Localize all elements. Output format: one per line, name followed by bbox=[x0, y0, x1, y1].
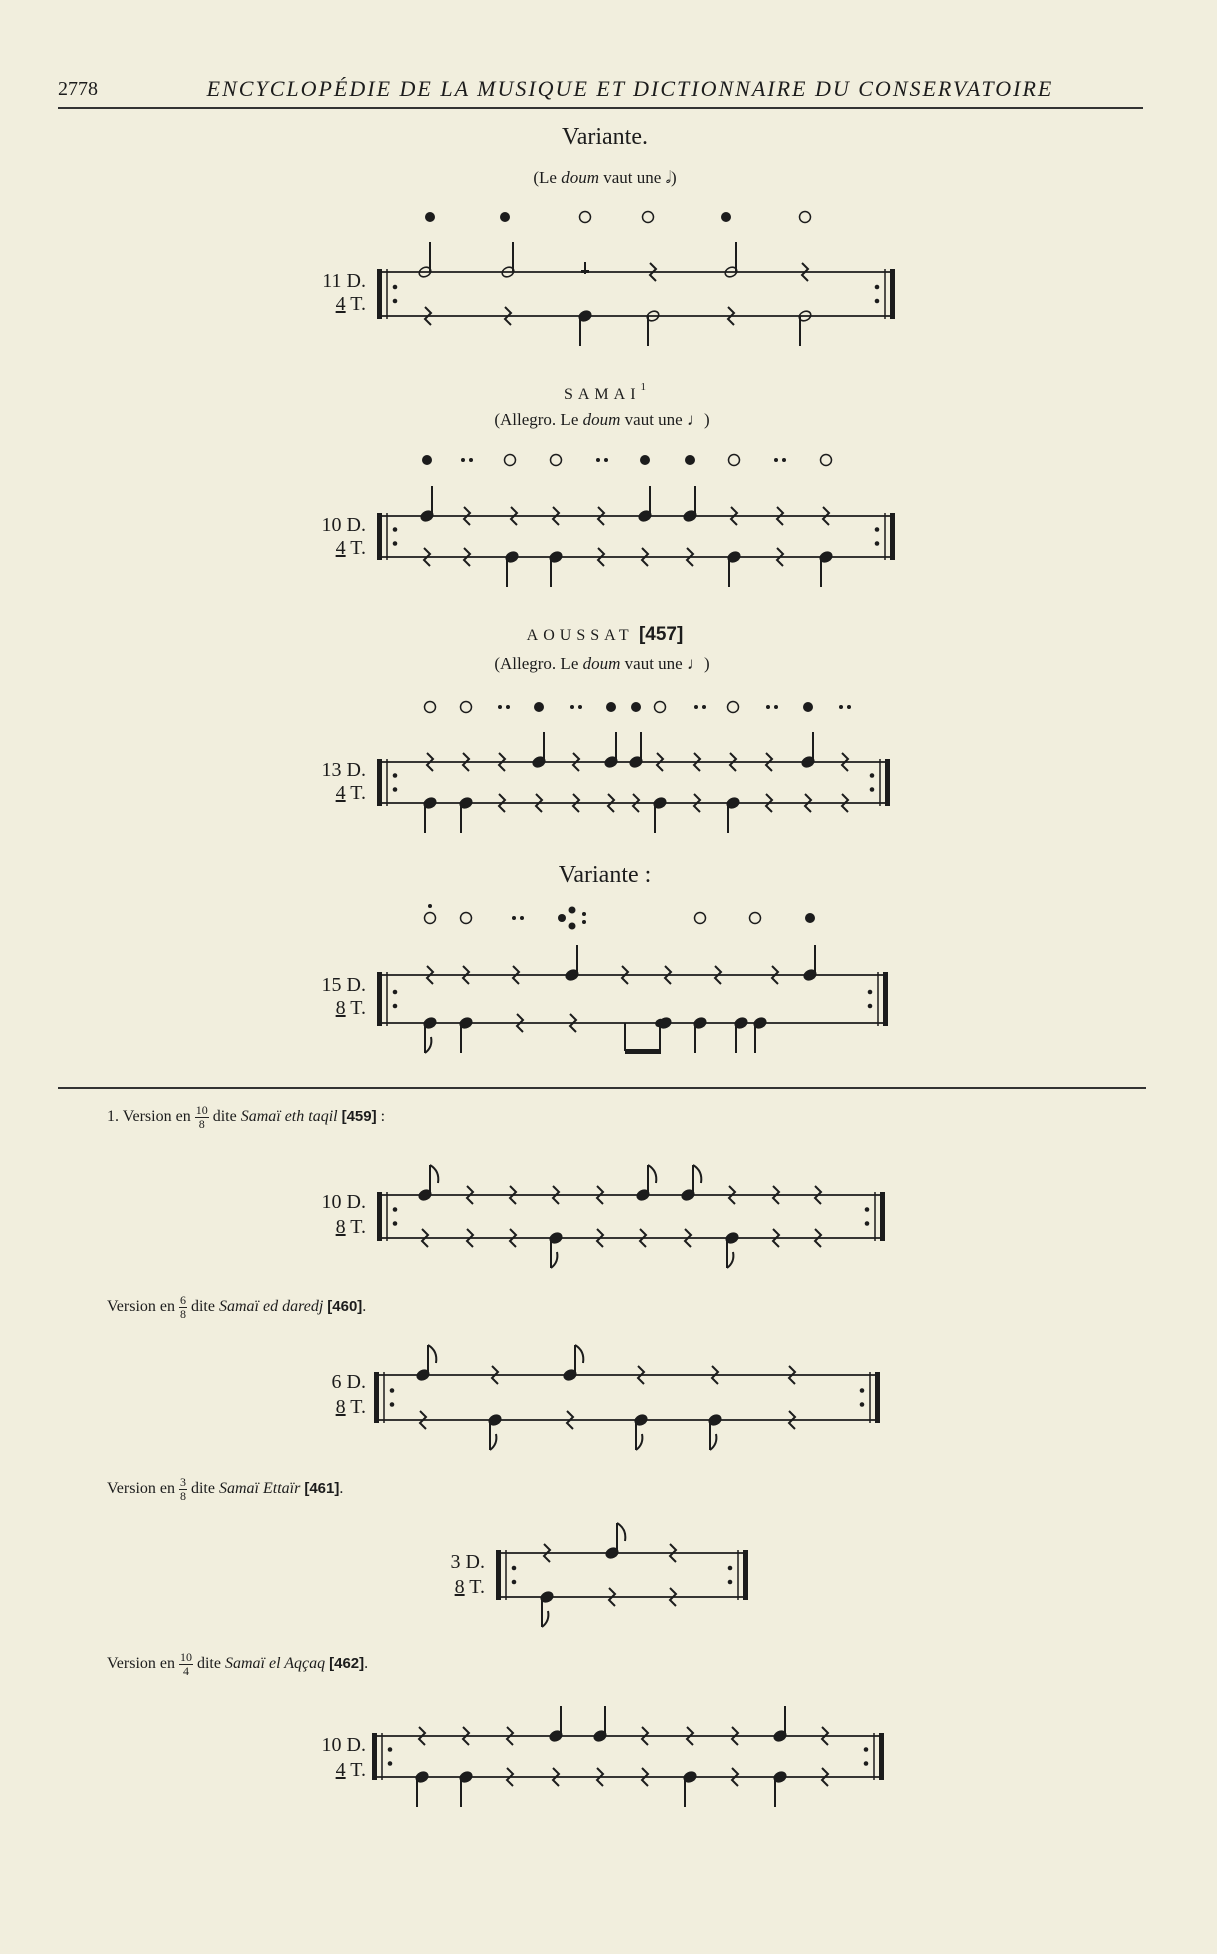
footnote-4-text bbox=[107, 1651, 368, 1678]
rhythm-2-stroke-symbols bbox=[0, 450, 1217, 470]
doum-stroke-icon bbox=[803, 702, 813, 712]
pair-dot-icon bbox=[604, 458, 608, 462]
meter-beat: 4 bbox=[335, 293, 346, 315]
meter-tek-label: T. bbox=[350, 1216, 366, 1238]
rhythm-1-meter bbox=[316, 270, 366, 316]
note-doum-word: doum bbox=[582, 654, 621, 673]
samai-heading: SAMAI bbox=[563, 386, 641, 403]
rhythm-4-stroke-symbols bbox=[0, 904, 1217, 944]
tek-stroke-icon bbox=[695, 913, 706, 924]
rhythm-2-tempo-note bbox=[352, 410, 852, 430]
repeat-end-bar bbox=[890, 513, 895, 560]
repeat-dot-icon bbox=[875, 541, 880, 546]
punct: : bbox=[376, 1108, 386, 1126]
meter-doum-label: 3 D. bbox=[450, 1551, 485, 1573]
frac-den: 8 bbox=[179, 1307, 186, 1321]
tek-stroke-icon bbox=[643, 212, 654, 223]
tek-stroke-icon bbox=[750, 913, 761, 924]
repeat-dot-icon bbox=[728, 1580, 733, 1585]
pair-dot-icon bbox=[766, 705, 770, 709]
meter-beat: 4 bbox=[335, 1759, 346, 1781]
repeat-dot-icon bbox=[875, 527, 880, 532]
meter-tek-label: T. bbox=[350, 782, 366, 804]
repeat-dot-icon bbox=[393, 285, 398, 290]
repeat-dot-icon bbox=[393, 541, 398, 546]
tek-stroke-icon bbox=[551, 455, 562, 466]
page-number: 2778 bbox=[58, 78, 98, 100]
repeat-start-bar bbox=[377, 513, 382, 560]
punct: . bbox=[339, 1480, 344, 1498]
footnote-4-meter bbox=[316, 1733, 366, 1783]
meter-doum-label: 10 D. bbox=[321, 514, 366, 536]
note-doum-word: doum bbox=[561, 168, 599, 187]
note-suffix: vaut une bbox=[620, 654, 687, 673]
note-close: ) bbox=[703, 410, 710, 429]
footnote-2-text bbox=[107, 1294, 366, 1321]
repeat-start-bar bbox=[372, 1733, 377, 1780]
footnote-3-text bbox=[107, 1476, 343, 1503]
doum-stroke-icon bbox=[500, 212, 510, 222]
footnote-3-meter bbox=[435, 1550, 485, 1600]
doum-stroke-icon bbox=[534, 702, 544, 712]
eighth-flag-icon bbox=[693, 1165, 701, 1183]
pair-dot-icon bbox=[582, 920, 586, 924]
pair-dot-icon bbox=[839, 705, 843, 709]
time-fraction bbox=[195, 1104, 209, 1131]
repeat-end-bar bbox=[880, 1192, 885, 1241]
rhythm-ref: [461] bbox=[304, 1480, 340, 1498]
pair-dot-icon bbox=[506, 705, 510, 709]
pair-dot-icon bbox=[512, 916, 516, 920]
meter-doum-label: 6 D. bbox=[331, 1371, 366, 1393]
rhythm-ref: [460] bbox=[327, 1298, 363, 1316]
rhythm-2-meter bbox=[316, 514, 366, 560]
repeat-start-bar bbox=[496, 1550, 501, 1600]
tek-stroke-icon bbox=[461, 913, 472, 924]
repeat-dot-icon bbox=[393, 1207, 398, 1212]
pair-dot-icon bbox=[782, 458, 786, 462]
repeat-dot-icon bbox=[512, 1580, 517, 1585]
footnote-1-text bbox=[107, 1104, 385, 1131]
doum-stroke-icon bbox=[569, 923, 576, 930]
rhythm-ref: [459] bbox=[341, 1108, 377, 1126]
footnote-1-meter bbox=[316, 1190, 366, 1240]
note-close: ) bbox=[703, 654, 710, 673]
meter-tek-label: T. bbox=[350, 1396, 366, 1418]
rhythm-1-title: Variante. bbox=[562, 124, 648, 150]
repeat-dot-icon bbox=[875, 299, 880, 304]
repeat-dot-icon bbox=[864, 1747, 869, 1752]
rhythm-3-meter bbox=[316, 759, 366, 805]
repeat-start-bar bbox=[377, 269, 382, 319]
doum-stroke-icon bbox=[558, 914, 566, 922]
meter-doum-label: 13 D. bbox=[321, 759, 366, 781]
tek-stroke-icon bbox=[729, 455, 740, 466]
rhythm-3-stroke-symbols bbox=[0, 697, 1217, 717]
meter-doum-label: 11 D. bbox=[322, 270, 366, 292]
pair-dot-icon bbox=[694, 705, 698, 709]
frac-den: 4 bbox=[182, 1664, 189, 1678]
note-prefix: (Allegro. Le bbox=[494, 654, 583, 673]
repeat-dot-icon bbox=[388, 1761, 393, 1766]
frac-num: 10 bbox=[195, 1103, 208, 1117]
tek-stroke-icon bbox=[505, 455, 516, 466]
meter-doum-label: 10 D. bbox=[321, 1191, 366, 1213]
tek-stroke-icon bbox=[800, 212, 811, 223]
repeat-dot-icon bbox=[393, 1221, 398, 1226]
pair-dot-icon bbox=[461, 458, 465, 462]
version-prefix: Version en bbox=[107, 1298, 175, 1316]
footnote-marker: 1 bbox=[640, 381, 647, 393]
pair-dot-icon bbox=[520, 916, 524, 920]
repeat-dot-icon bbox=[390, 1402, 395, 1407]
note-prefix: (Allegro. Le bbox=[494, 410, 583, 429]
doum-stroke-icon bbox=[685, 455, 695, 465]
repeat-start-bar bbox=[377, 1192, 382, 1241]
pair-dot-icon bbox=[582, 912, 586, 916]
repeat-dot-icon bbox=[728, 1566, 733, 1571]
rhythm-3-tempo-note bbox=[352, 654, 852, 674]
note-prefix: (Le bbox=[533, 168, 562, 187]
repeat-dot-icon bbox=[868, 990, 873, 995]
meter-beat: 4 bbox=[335, 537, 346, 559]
meter-beat: 8 bbox=[335, 1396, 346, 1418]
repeat-end-bar bbox=[879, 1733, 884, 1780]
rhythm-name: Samaï el Aqçaq bbox=[224, 1655, 326, 1673]
repeat-dot-icon bbox=[512, 1566, 517, 1571]
doum-stroke-icon bbox=[422, 455, 432, 465]
aoussat-heading: AOUSSAT bbox=[526, 627, 634, 644]
repeat-end-bar bbox=[883, 972, 888, 1026]
repeat-dot-icon bbox=[868, 1004, 873, 1009]
frac-num: 6 bbox=[179, 1293, 186, 1307]
rhythm-name: Samaï Ettaïr bbox=[218, 1480, 301, 1498]
rhythm-2-title bbox=[405, 379, 805, 406]
repeat-dot-icon bbox=[393, 773, 398, 778]
punct: . bbox=[364, 1655, 369, 1673]
version-prefix: Version en bbox=[107, 1480, 175, 1498]
rhythm-name: Samaï ed daredj bbox=[218, 1298, 324, 1316]
dite-word: dite bbox=[212, 1108, 237, 1126]
frac-den: 8 bbox=[198, 1117, 205, 1131]
frac-num: 3 bbox=[179, 1475, 186, 1489]
dite-word: dite bbox=[190, 1480, 215, 1498]
repeat-dot-icon bbox=[864, 1761, 869, 1766]
meter-tek-label: T. bbox=[350, 293, 366, 315]
meter-doum-label: 10 D. bbox=[321, 1734, 366, 1756]
doum-stroke-icon bbox=[606, 702, 616, 712]
rhythm-3-title: AOUSSAT [457] bbox=[526, 624, 684, 645]
tek-stroke-icon bbox=[655, 702, 666, 713]
frac-den: 8 bbox=[179, 1489, 186, 1503]
time-fraction bbox=[179, 1651, 193, 1678]
doum-stroke-icon bbox=[569, 907, 576, 914]
rhythm-ref: [462] bbox=[329, 1655, 365, 1673]
eighth-flag-icon bbox=[430, 1165, 438, 1183]
repeat-dot-icon bbox=[393, 787, 398, 792]
rhythm-4-meter bbox=[316, 974, 366, 1020]
meter-beat: 4 bbox=[335, 782, 346, 804]
time-fraction bbox=[179, 1294, 187, 1321]
repeat-dot-icon bbox=[388, 1747, 393, 1752]
pair-dot-icon bbox=[847, 705, 851, 709]
rhythm-4-title: Variante : bbox=[558, 862, 652, 888]
pair-dot-icon bbox=[469, 458, 473, 462]
tek-stroke-icon bbox=[425, 702, 436, 713]
version-prefix: Version en bbox=[122, 1108, 191, 1126]
rhythm-name: Samaï eth taqil bbox=[240, 1108, 338, 1126]
tek-stroke-icon bbox=[728, 702, 739, 713]
meter-tek-label: T. bbox=[350, 1759, 366, 1781]
footnote-2-meter bbox=[316, 1370, 366, 1420]
meter-tek-label: T. bbox=[350, 997, 366, 1019]
repeat-start-bar bbox=[377, 759, 382, 806]
accent-dot-icon bbox=[428, 904, 432, 908]
repeat-dot-icon bbox=[865, 1207, 870, 1212]
quarter-note-icon: ♩ bbox=[686, 410, 704, 429]
meter-tek-label: T. bbox=[469, 1576, 485, 1598]
footnote-number: 1. bbox=[107, 1108, 119, 1126]
repeat-dot-icon bbox=[393, 299, 398, 304]
tick-mark bbox=[581, 270, 589, 273]
aoussat-ref: 457 bbox=[645, 624, 677, 645]
repeat-end-bar bbox=[885, 759, 890, 806]
note-doum-word: doum bbox=[582, 410, 621, 429]
tek-stroke-icon bbox=[461, 702, 472, 713]
half-note-icon: 𝅗𝅥 bbox=[665, 168, 671, 187]
eighth-flag-icon bbox=[617, 1523, 625, 1541]
repeat-dot-icon bbox=[875, 285, 880, 290]
eighth-flag-icon bbox=[575, 1345, 583, 1363]
repeat-dot-icon bbox=[393, 1004, 398, 1009]
frac-num: 10 bbox=[179, 1650, 192, 1664]
repeat-dot-icon bbox=[393, 990, 398, 995]
tek-stroke-icon bbox=[821, 455, 832, 466]
pair-dot-icon bbox=[498, 705, 502, 709]
pair-dot-icon bbox=[570, 705, 574, 709]
doum-stroke-icon bbox=[640, 455, 650, 465]
pair-dot-icon bbox=[578, 705, 582, 709]
quarter-note-icon: ♩ bbox=[686, 654, 704, 673]
version-prefix: Version en bbox=[107, 1655, 175, 1673]
repeat-dot-icon bbox=[860, 1402, 865, 1407]
meter-beat: 8 bbox=[335, 1216, 346, 1238]
pair-dot-icon bbox=[774, 458, 778, 462]
repeat-dot-icon bbox=[860, 1388, 865, 1393]
repeat-end-bar bbox=[890, 269, 895, 319]
note-close: ) bbox=[670, 168, 677, 187]
dite-word: dite bbox=[196, 1655, 221, 1673]
repeat-dot-icon bbox=[393, 527, 398, 532]
doum-stroke-icon bbox=[425, 212, 435, 222]
repeat-dot-icon bbox=[870, 787, 875, 792]
doum-stroke-icon bbox=[631, 702, 641, 712]
repeat-end-bar bbox=[743, 1550, 748, 1600]
dite-word: dite bbox=[190, 1298, 215, 1316]
pair-dot-icon bbox=[702, 705, 706, 709]
repeat-start-bar bbox=[374, 1372, 379, 1423]
tek-stroke-icon bbox=[580, 212, 591, 223]
eighth-flag-icon bbox=[428, 1345, 436, 1363]
beam bbox=[625, 1049, 661, 1054]
pair-dot-icon bbox=[774, 705, 778, 709]
repeat-start-bar bbox=[377, 972, 382, 1026]
repeat-dot-icon bbox=[390, 1388, 395, 1393]
pair-dot-icon bbox=[596, 458, 600, 462]
repeat-dot-icon bbox=[870, 773, 875, 778]
time-fraction bbox=[179, 1476, 187, 1503]
note-suffix: vaut une bbox=[598, 168, 666, 187]
punct: . bbox=[362, 1298, 367, 1316]
tek-stroke-icon bbox=[425, 913, 436, 924]
running-title: ENCYCLOPÉDIE DE LA MUSIQUE ET DICTIONNAIRE DU CONSERVATOIRE bbox=[206, 76, 1054, 101]
rhythm-1-stroke-symbols bbox=[0, 207, 1217, 227]
footnote-4-staff bbox=[0, 0, 1217, 120]
repeat-end-bar bbox=[875, 1372, 880, 1423]
doum-stroke-icon bbox=[805, 913, 815, 923]
meter-beat: 8 bbox=[454, 1576, 465, 1598]
eighth-flag-icon bbox=[648, 1165, 656, 1183]
meter-tek-label: T. bbox=[350, 537, 366, 559]
doum-stroke-icon bbox=[721, 212, 731, 222]
note-suffix: vaut une bbox=[620, 410, 687, 429]
footnote-rule bbox=[58, 1087, 1146, 1089]
repeat-dot-icon bbox=[865, 1221, 870, 1226]
rhythm-1-tempo-note bbox=[355, 168, 855, 188]
meter-doum-label: 15 D. bbox=[321, 974, 366, 996]
meter-beat: 8 bbox=[335, 997, 346, 1019]
